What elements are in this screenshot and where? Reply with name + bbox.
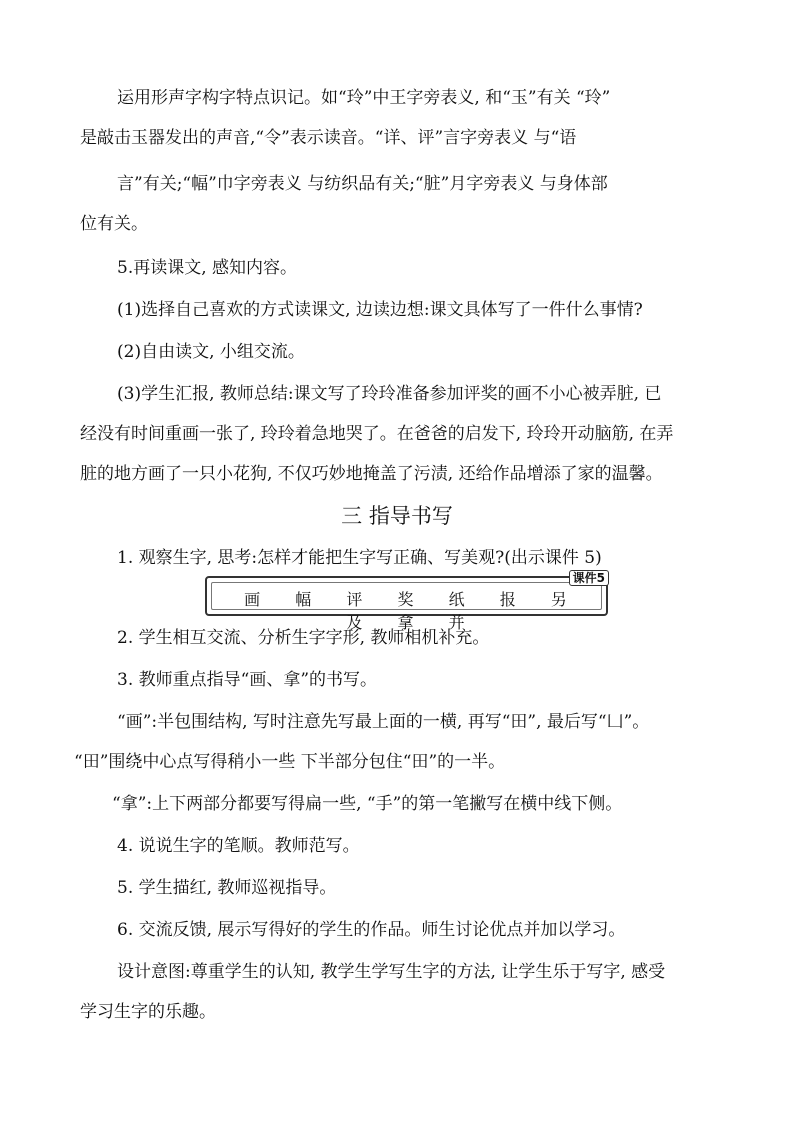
courseware-char: 及 bbox=[346, 613, 365, 632]
paragraph-line: 言”有关;“幅”巾字旁表义 与纺织品有关;“脏”月字旁表义 与身体部 bbox=[117, 174, 608, 194]
courseware-char: 报 bbox=[499, 590, 518, 609]
paragraph-line: “拿”:上下两部分都要写得扁一些, “手”的第一笔撇写在横中线下侧。 bbox=[112, 794, 623, 814]
courseware-tag: 课件5 bbox=[569, 570, 609, 586]
paragraph-line: 2. 学生相互交流、分析生字字形, 教师相机补充。 bbox=[117, 628, 490, 648]
courseware-char: 纸 bbox=[448, 590, 467, 609]
paragraph-line: 位有关。 bbox=[80, 214, 148, 234]
paragraph-line: 1. 观察生字, 思考:怎样才能把生字写正确、写美观?(出示课件 5) bbox=[117, 548, 602, 568]
paragraph-line: 设计意图:尊重学生的认知, 教学生学写生字的方法, 让学生乐于写字, 感受 bbox=[117, 962, 666, 982]
courseware-char: 另 bbox=[550, 590, 569, 609]
paragraph-line: 学习生字的乐趣。 bbox=[80, 1002, 216, 1022]
paragraph-line: (1)选择自己喜欢的方式读课文, 边读边想:课文具体写了一件什么事情? bbox=[117, 300, 643, 320]
courseware-char: 奖 bbox=[397, 590, 416, 609]
paragraph-line: (3)学生汇报, 教师总结:课文写了玲玲准备参加评奖的画不小心被弄脏, 已 bbox=[117, 384, 662, 404]
courseware-box bbox=[205, 571, 608, 632]
paragraph-line: 6. 交流反馈, 展示写得好的学生的作品。师生讨论优点并加以学习。 bbox=[117, 920, 626, 940]
courseware-char: 并 bbox=[448, 613, 467, 632]
paragraph-line: 是敲击玉器发出的声音,“令”表示读音。“详、评”言字旁表义 与“语 bbox=[80, 128, 577, 148]
paragraph-line: 经没有时间重画一张了, 玲玲着急地哭了。在爸爸的启发下, 玲玲开动脑筋, 在弄 bbox=[80, 424, 674, 444]
paragraph-line: 5.再读课文, 感知内容。 bbox=[117, 258, 298, 278]
section-heading: 三 指导书写 bbox=[341, 504, 453, 528]
paragraph-line: “画”:半包围结构, 写时注意先写最上面的一横, 再写“田”, 最后写“凵”。 bbox=[117, 712, 650, 732]
paragraph-line: (2)自由读文, 小组交流。 bbox=[117, 342, 305, 362]
paragraph-line: 4. 说说生字的笔顺。教师范写。 bbox=[117, 836, 360, 856]
courseware-char: 画 bbox=[244, 590, 263, 609]
paragraph-line: 运用形声字构字特点识记。如“玲”中王字旁表义, 和“玉”有关 “玲” bbox=[117, 88, 611, 108]
paragraph-line: 脏的地方画了一只小花狗, 不仅巧妙地掩盖了污渍, 还给作品增添了家的温馨。 bbox=[80, 464, 663, 484]
courseware-char: 拿 bbox=[397, 613, 416, 632]
courseware-char: 评 bbox=[346, 590, 365, 609]
paragraph-line: “田”围绕中心点写得稍小一些 下半部分包住“田”的一半。 bbox=[74, 752, 506, 772]
courseware-char: 幅 bbox=[295, 590, 314, 609]
paragraph-line: 3. 教师重点指导“画、拿”的书写。 bbox=[117, 670, 378, 690]
paragraph-line: 5. 学生描红, 教师巡视指导。 bbox=[117, 878, 337, 898]
